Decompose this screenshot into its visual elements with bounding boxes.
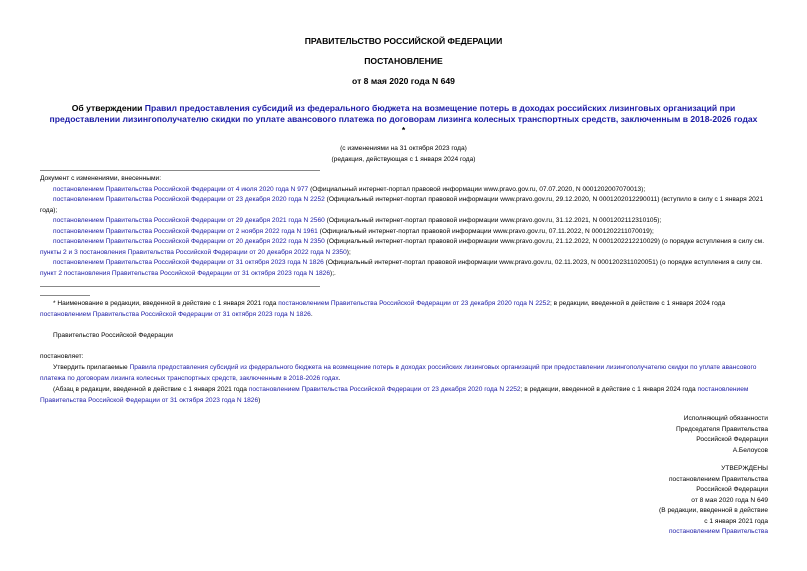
signatory-name: А.Белоусов: [732, 446, 768, 454]
title-link-line1[interactable]: Правил предоставления субсидий из федерального бюджета на возмещение потерь в доходах российских лизинговых организаций при: [144, 103, 736, 113]
change-link-4[interactable]: постановлением Правительства Российской Федерации от 2 ноября 2022 года N 1961: [53, 227, 318, 235]
changes-intro: Документ с изменениями, внесенными:: [40, 175, 162, 182]
footnote-link-1[interactable]: постановлением Правительства Российской Федерации от 23 декабря 2020 года N 2252: [278, 300, 551, 307]
title-star: *: [401, 125, 406, 135]
approve-paragraph: Утвердить прилагаемые Правила предоставления субсидий из федерального бюджета на возмещение потерь в доходах российских лизинговых организаций при предоставлении лизингополучателю скидки по уплате авансового платежа по договорам лизинга колесных транспортных средств, заключенным в 2018-2026 годах.: [40, 364, 757, 382]
separator-top: [40, 170, 320, 171]
abzac-link-1[interactable]: постановлением Правительства Российской Федерации от 23 декабря 2020 года N 2252: [248, 386, 521, 393]
approved-block: УТВЕРЖДЕНЫ постановлением Правительства Российской Федерации от 8 мая 2020 года N 649 (В редакции, введенной в действие с 1 января 2021 года постановлением Правительства: [560, 464, 768, 538]
abzac-link-2[interactable]: постановлением Правительства Российской Федерации от 31 октября 2023 года N 1826: [40, 386, 749, 404]
decides-line: постановляет:: [40, 353, 84, 360]
doc-date: от 8 мая 2020 года N 649: [352, 76, 455, 86]
doc-type: ПОСТАНОВЛЕНИЕ: [364, 56, 443, 66]
list-item: постановлением Правительства Российской Федерации от 2 ноября 2022 года N 1961 (Официальный интернет-портал правовой информации www.pravo.gov.ru, 07.11.2022, N 0001202211070019);: [53, 227, 654, 235]
signature-block: Исполняющий обязанности Председателя Правительства Российской Федерации А.Белоусов: [560, 414, 768, 456]
change-link-6[interactable]: постановлением Правительства Российской Федерации от 31 октября 2023 года N 1826: [53, 259, 324, 266]
change-link-6b[interactable]: пункт 2 постановления Правительства Российской Федерации от 31 октября 2023 года N 1826: [40, 269, 331, 277]
list-item: постановлением Правительства Российской Федерации от 20 декабря 2022 года N 2350 (Официальный интернет-портал правовой информации www.pravo.gov.ru, 21.12.2022, N 0001202212210029) (о порядке вступления в силу см. пункты 2 и 3 постановления Правительства Российской Федерации от 20 декабря 2022 года N 2350);: [40, 238, 765, 256]
list-item: постановлением Правительства Российской Федерации от 4 июля 2020 года N 977 (Официальный интернет-портал правовой информации www.pravo.gov.ru, 07.07.2020, N 0001202007070013);: [53, 185, 646, 193]
government-line: Правительство Российской Федерации: [53, 332, 173, 339]
list-item: постановлением Правительства Российской Федерации от 31 октября 2023 года N 1826 (Официальный интернет-портал правовой информации www.pravo.gov.ru, 02.11.2023, N 0001202311020051) (о порядке вступления в силу см. пункт 2 постановления Правительства Российской Федерации от 31 октября 2023 года N 1826);.: [40, 259, 763, 277]
changes-list: [40, 174, 767, 279]
footnote: * Наименование в редакции, введенной в действие с 1 января 2021 года постановлением Правительства Российской Федерации от 23 декабря 2020 года N 2252; в редакции, введенной в действие с 1 января 2024 года постановлением Правительства Российской Федерации от 31 октября 2023 года N 1826.: [40, 300, 726, 318]
edition-changes: (с изменениями на 31 октября 2023 года): [340, 145, 467, 152]
change-link-2[interactable]: постановлением Правительства Российской Федерации от 23 декабря 2020 года N 2252: [53, 196, 325, 203]
document-title: [40, 103, 767, 136]
change-link-5b[interactable]: пункты 2 и 3 постановления Правительства Российской Федерации от 20 декабря 2022 года N 2350: [40, 248, 347, 256]
title-prefix: Об утверждении: [71, 103, 145, 113]
government-header: ПРАВИТЕЛЬСТВО РОССИЙСКОЙ ФЕДЕРАЦИИ: [304, 36, 503, 46]
change-link-1[interactable]: постановлением Правительства Российской Федерации от 4 июля 2020 года N 977: [53, 185, 309, 193]
abzac-paragraph: (Абзац в редакции, введенной в действие с 1 января 2021 года постановлением Правительства Российской Федерации от 23 декабря 2020 года N 2252; в редакции, введенной в действие с 1 января 2024 года постановлением Правительства Российской Федерации от 31 октября 2023 года N 1826): [40, 386, 749, 404]
list-item: постановлением Правительства Российской Федерации от 23 декабря 2020 года N 2252 (Официальный интернет-портал правовой информации www.pravo.gov.ru, 29.12.2020, N 0001202012290011) (вступило в силу с 1 января 2021 года);: [40, 196, 764, 214]
edition-current: (редакция, действующая с 1 января 2024 года): [331, 156, 476, 163]
separator-middle: [40, 286, 320, 287]
footnote-link-2[interactable]: постановлением Правительства Российской Федерации от 31 октября 2023 года N 1826: [40, 310, 311, 318]
footnote-separator: [40, 295, 90, 296]
list-item: постановлением Правительства Российской Федерации от 29 декабря 2021 года N 2560 (Официальный интернет-портал правовой информации www.pravo.gov.ru, 31.12.2021, N 0001202112310105);: [53, 217, 662, 224]
approve-link[interactable]: Правила предоставления субсидий из федерального бюджета на возмещение потерь в доходах российских лизинговых организаций при предоставлении лизингополучателю скидки по уплате авансового платежа по договорам лизинга колесных транспортных средств, заключенным в 2018-2026 годах: [40, 364, 757, 382]
change-link-5[interactable]: постановлением Правительства Российской Федерации от 20 декабря 2022 года N 2350: [53, 238, 325, 245]
change-link-3[interactable]: постановлением Правительства Российской Федерации от 29 декабря 2021 года N 2560: [53, 217, 325, 224]
approved-link[interactable]: постановлением Правительства: [668, 528, 768, 535]
title-link-line2[interactable]: предоставлении лизингополучателю скидки по уплате авансового платежа по договорам лизинга колесных транспортных средств, заключенным в 2018-2026 годах: [49, 114, 758, 124]
